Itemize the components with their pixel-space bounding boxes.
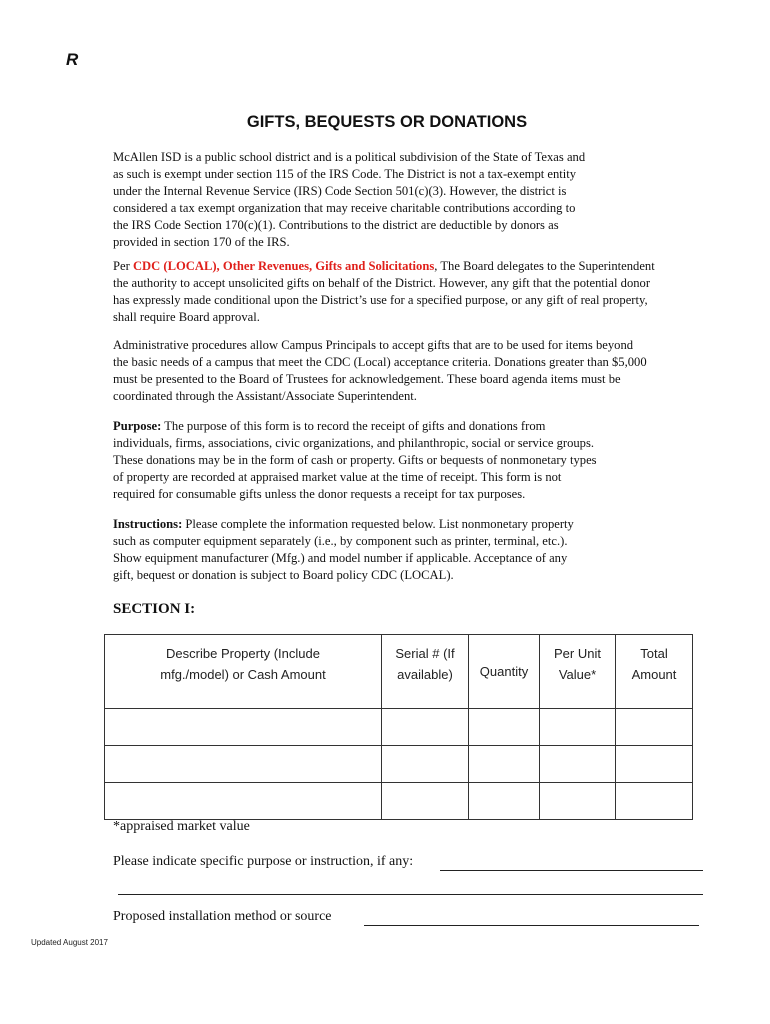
purpose-line: required for consumable gifts unless the donor requests a receipt for tax purposes. bbox=[113, 486, 526, 501]
serial-number-cell[interactable] bbox=[382, 709, 469, 746]
instructions-paragraph bbox=[113, 516, 713, 584]
intro-line: considered a tax exempt organization that may receive charitable contributions according to bbox=[113, 200, 576, 215]
total-amount-cell[interactable] bbox=[616, 746, 693, 783]
intro-line: provided in section 170 of the IRS. bbox=[113, 234, 290, 249]
intro-paragraph bbox=[113, 149, 713, 250]
intro-line: McAllen ISD is a public school district and is a political subdivision of the State of Texas and bbox=[113, 150, 586, 164]
header-line: Describe Property (Include bbox=[166, 646, 320, 661]
quantity-cell[interactable] bbox=[469, 783, 540, 820]
purpose-line bbox=[113, 418, 713, 435]
col-total-amount bbox=[616, 635, 693, 709]
instructions-line: gift, bequest or donation is subject to Board policy CDC (LOCAL). bbox=[113, 567, 454, 582]
policy-paragraph bbox=[113, 258, 713, 326]
header-line: Amount bbox=[631, 667, 677, 682]
col-quantity bbox=[469, 635, 540, 709]
purpose-line: These donations may be in the form of cash or property. Gifts or bequests of nonmonetary types bbox=[113, 452, 597, 467]
policy-ref-separator: , bbox=[216, 259, 223, 273]
header-line: Value* bbox=[558, 667, 597, 682]
purpose-line1-rest: The purpose of this form is to record the receipt of gifts and donations from bbox=[161, 419, 546, 433]
per-unit-value-cell[interactable] bbox=[540, 709, 616, 746]
table-row bbox=[105, 746, 693, 783]
table-row bbox=[105, 783, 693, 820]
appraised-value-footnote: *appraised market value bbox=[113, 819, 250, 834]
serial-number-cell[interactable] bbox=[382, 783, 469, 820]
policy-ref-other-revenues[interactable]: Other Revenues, Gifts and Solicitations bbox=[222, 259, 435, 273]
instructions-line bbox=[113, 516, 713, 533]
admin-line: the basic needs of a campus that meet the CDC (Local) acceptance criteria. Donations greater than $5,000 bbox=[113, 354, 647, 369]
table-row bbox=[105, 709, 693, 746]
section-heading: SECTION I: bbox=[113, 601, 196, 617]
header-line: mfg./model) or Cash Amount bbox=[160, 667, 326, 682]
intro-line: under the Internal Revenue Service (IRS) Code Section 501(c)(3). However, the district is bbox=[113, 183, 567, 198]
policy-prefix: Per bbox=[113, 259, 133, 273]
purpose-line: individuals, firms, associations, civic organizations, and philanthropic, social or service groups. bbox=[113, 435, 595, 450]
purpose-line: of property are recorded at appraised market value at the time of receipt. This form is not bbox=[113, 469, 562, 484]
admin-paragraph bbox=[113, 337, 713, 405]
quantity-cell[interactable] bbox=[469, 709, 540, 746]
page-title: GIFTS, BEQUESTS OR DONATIONS bbox=[246, 113, 528, 131]
specific-purpose-field[interactable] bbox=[440, 870, 703, 871]
admin-line: Administrative procedures allow Campus Principals to accept gifts that are to be used for items beyond bbox=[113, 338, 634, 352]
intro-line: as such is exempt under section 115 of the IRS Code. The District is not a tax-exempt entity bbox=[113, 166, 577, 181]
header-line: Per Unit bbox=[554, 646, 601, 661]
installation-method-field[interactable] bbox=[364, 925, 699, 926]
header-line: Quantity bbox=[479, 664, 529, 679]
policy-line: the authority to accept unsolicited gifts on behalf of the District. However, any gift that the potential donor bbox=[113, 275, 651, 290]
describe-property-cell[interactable] bbox=[105, 783, 382, 820]
col-per-unit-value bbox=[540, 635, 616, 709]
policy-line bbox=[113, 258, 713, 275]
per-unit-value-cell[interactable] bbox=[540, 746, 616, 783]
admin-line: must be presented to the Board of Trustees for acknowledgement. These board agenda items must be bbox=[113, 371, 621, 386]
property-table bbox=[104, 634, 693, 820]
corner-mark: R bbox=[66, 50, 79, 69]
total-amount-cell[interactable] bbox=[616, 709, 693, 746]
describe-property-cell[interactable] bbox=[105, 746, 382, 783]
specific-purpose-label: Please indicate specific purpose or instruction, if any: bbox=[113, 854, 414, 869]
header-line: Total bbox=[640, 646, 668, 661]
per-unit-value-cell[interactable] bbox=[540, 783, 616, 820]
installation-method-label: Proposed installation method or source bbox=[113, 909, 332, 924]
purpose-label: Purpose: bbox=[113, 419, 162, 433]
header-line: Serial # (If bbox=[395, 646, 455, 661]
instructions-line: such as computer equipment separately (i.e., by component such as printer, terminal, etc.). bbox=[113, 533, 568, 548]
specific-purpose-continuation-field[interactable] bbox=[118, 894, 703, 895]
policy-line1-rest: , The Board delegates to the Superintendent bbox=[434, 259, 655, 273]
quantity-cell[interactable] bbox=[469, 746, 540, 783]
total-amount-cell[interactable] bbox=[616, 783, 693, 820]
instructions-line1-rest: Please complete the information requested below. List nonmonetary property bbox=[182, 517, 574, 531]
instructions-line: Show equipment manufacturer (Mfg.) and model number if applicable. Acceptance of any bbox=[113, 550, 568, 565]
policy-line: shall require Board approval. bbox=[113, 309, 260, 324]
col-describe-property bbox=[105, 635, 382, 709]
describe-property-cell[interactable] bbox=[105, 709, 382, 746]
header-line: available) bbox=[397, 667, 453, 682]
updated-date: Updated August 2017 bbox=[31, 938, 108, 947]
table-header-row bbox=[105, 635, 693, 709]
admin-line: coordinated through the Assistant/Associate Superintendent. bbox=[113, 388, 417, 403]
policy-line: has expressly made conditional upon the District’s use for a specified purpose, or any gift of real property, bbox=[113, 292, 648, 307]
instructions-label: Instructions: bbox=[113, 517, 183, 531]
policy-ref-cdc-local[interactable]: CDC (LOCAL) bbox=[132, 259, 217, 273]
purpose-paragraph bbox=[113, 418, 713, 503]
col-serial-number bbox=[382, 635, 469, 709]
intro-line: the IRS Code Section 170(c)(1). Contributions to the district are deductible by donors as bbox=[113, 217, 559, 232]
serial-number-cell[interactable] bbox=[382, 746, 469, 783]
